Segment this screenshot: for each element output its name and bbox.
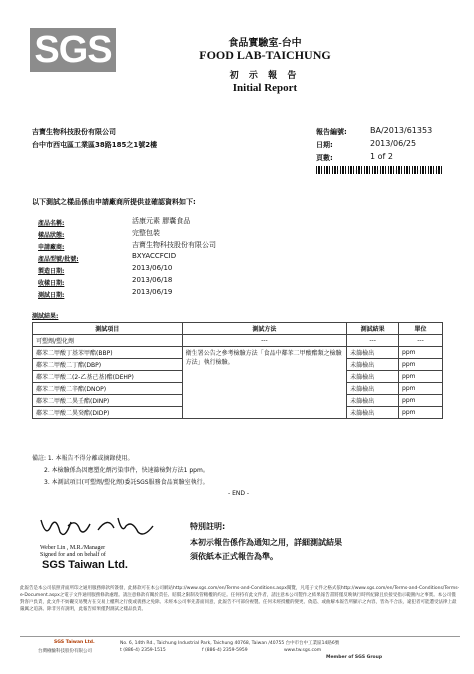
report-date-value: 2013/06/25 bbox=[370, 139, 417, 148]
cell-result: 未篩檢出 bbox=[347, 371, 399, 383]
cell-item: 鄰苯二甲酸二(2-乙基己基)酯(DEHP) bbox=[33, 371, 183, 383]
cell-unit: ppm bbox=[399, 347, 443, 359]
header-test-item: 測試項目 bbox=[33, 323, 183, 335]
cell-item: 鄰苯二甲酸丁基苯甲酯(BBP) bbox=[33, 347, 183, 359]
table-header-row bbox=[33, 323, 443, 335]
cell-item: 可塑劑/塑化劑 bbox=[33, 335, 183, 347]
header-test-result: 測試結果 bbox=[347, 323, 399, 335]
footer-divider bbox=[20, 636, 460, 637]
sample-value: 2013/06/18 bbox=[132, 276, 173, 284]
sample-label: 收樣日期: bbox=[38, 280, 65, 287]
note-3: 3. 本測試項目(可塑劑/塑化劑)委託SGS服務食品實驗室執行。 bbox=[44, 479, 209, 486]
header-test-method: 測試方法 bbox=[182, 323, 347, 335]
lab-chinese-title: 食品實驗室-台中 bbox=[228, 38, 302, 49]
signature-image bbox=[38, 512, 158, 542]
special-note-line2: 須依紙本正式報告為準。 bbox=[190, 552, 278, 561]
cell-unit: ppm bbox=[399, 407, 443, 419]
page-count-value: 1 of 2 bbox=[370, 152, 393, 161]
results-title: 測試結果: bbox=[32, 313, 59, 320]
cell-unit: --- bbox=[399, 335, 443, 347]
lab-english-title: FOOD LAB-TAICHUNG bbox=[199, 48, 331, 62]
cell-unit: ppm bbox=[399, 371, 443, 383]
cell-unit: ppm bbox=[399, 395, 443, 407]
footer-fax: f (886-4) 2359-5959 bbox=[202, 648, 248, 653]
sample-value: 2013/06/19 bbox=[132, 288, 173, 296]
sample-value: 完整包裝 bbox=[132, 229, 160, 237]
report-date-label: 日期: bbox=[316, 141, 333, 149]
sample-value: BXYACCFCID bbox=[132, 252, 177, 260]
client-name: 吉寶生物科技股份有限公司 bbox=[32, 128, 116, 136]
results-table bbox=[32, 322, 443, 419]
cell-item: 鄰苯二甲酸二辛酯(DNOP) bbox=[33, 383, 183, 395]
end-marker: - END - bbox=[228, 490, 250, 497]
cell-result: --- bbox=[347, 335, 399, 347]
note-1: 備註: 1. 本報告不得分離或摘錄使用。 bbox=[32, 455, 134, 462]
sample-value: 2013/06/10 bbox=[132, 264, 173, 272]
client-address: 台中市西屯區工業區38路185之1號2樓 bbox=[32, 141, 158, 149]
cell-result: 未篩檢出 bbox=[347, 407, 399, 419]
cell-result: 未篩檢出 bbox=[347, 395, 399, 407]
sgs-logo: SGS bbox=[30, 28, 116, 72]
footer-address: No. 6, 14th Rd., Taichung Industrial Park, Taichung 40768, Taiwan /40755 台中市台中工業區14路6號 bbox=[120, 641, 340, 646]
report-english-title: Initial Report bbox=[232, 82, 298, 94]
signed-for-text: Signed for and on behalf of bbox=[40, 552, 106, 558]
special-note-line1: 本初示報告係作為通知之用，詳細測試結果 bbox=[190, 538, 342, 547]
signer-company: SGS Taiwan Ltd. bbox=[42, 559, 128, 571]
cell-item: 鄰苯二甲酸二丁酯(DBP) bbox=[33, 359, 183, 371]
footer-member: Member of SGS Group bbox=[326, 655, 383, 660]
page-footer bbox=[20, 636, 460, 660]
sample-value: 吉寶生物科技股份有限公司 bbox=[132, 241, 216, 249]
table-row bbox=[33, 335, 443, 347]
cell-method: 衛生署公告之參考檢驗方法「食品中鄰苯二甲酸酯類之檢驗方法」執行檢驗。 bbox=[182, 347, 347, 419]
header-unit: 單位 bbox=[399, 323, 443, 335]
cell-unit: ppm bbox=[399, 359, 443, 371]
cell-item: 鄰苯二甲酸二異壬酯(DINP) bbox=[33, 395, 183, 407]
sample-label: 測試日期: bbox=[38, 292, 65, 299]
cell-result: 未篩檢出 bbox=[347, 383, 399, 395]
intro-text: 以下測試之樣品係由申請廠商所提供並確認資料如下: bbox=[32, 198, 196, 206]
report-chinese-title: 初 示 報 告 bbox=[229, 70, 301, 80]
note-2: 2. 本檢驗係為因應塑化劑污染事件，快速篩檢對方法1 ppm。 bbox=[44, 467, 209, 474]
footer-website: www.tw.sgs.com bbox=[284, 648, 322, 653]
report-number-label: 報告編號: bbox=[316, 128, 347, 136]
footer-phone: t (886-4) 2359-1515 bbox=[120, 648, 166, 653]
report-number-value: BA/2013/61353 bbox=[370, 126, 433, 135]
footer-company-zh: 台灣檢驗科技股份有限公司 bbox=[38, 649, 92, 654]
disclaimer-text: 此報告是本公司依照背面所印之通用服務條款所簽發，此條款可在本公司網站http://www.sgs.com/en/Terms-and-Conditions.aspx閱覽，凡電子文件之格式依http://www.sgs.com/en/Terms-and-Conditions/Terms-e-Document.aspx之電子文件通用服務條款處理。請注意條款有關於責任、賠償之限制及管轄權的約定。任何持有此文件者，請注意本公司製作之結果報告書將僅反映執行時所紀錄且於接受指示範圍內之事實。本公司僅對客戶負責，此文件不妨礙交易雙方在交易上權利之行使或義務之免除。未經本公司事先書面同意，此報告不可部份複製。任何未經授權的變更、偽造、或曲解本報告所顯示之內容，皆為不合法，違犯者可能遭受法律上最嚴厲之追訴。除非另有說明，此報告結果僅對測試之樣品負責。 bbox=[20, 586, 460, 612]
cell-result: 未篩檢出 bbox=[347, 347, 399, 359]
page-count-label: 頁數: bbox=[316, 154, 333, 162]
cell-item: 鄰苯二甲酸二異癸酯(DIDP) bbox=[33, 407, 183, 419]
sample-label: 製造日期: bbox=[38, 268, 65, 275]
barcode bbox=[316, 166, 444, 174]
sample-value: 活康元素 膠囊食品 bbox=[132, 217, 191, 225]
cell-result: 未篩檢出 bbox=[347, 359, 399, 371]
footer-company-en: SGS Taiwan Ltd. bbox=[54, 640, 95, 645]
cell-unit: ppm bbox=[399, 383, 443, 395]
signer-name: Weber Lin , M.R./Manager bbox=[40, 545, 106, 551]
sample-label: 樣品狀態: bbox=[38, 232, 65, 239]
sample-label: 產品名稱: bbox=[38, 220, 65, 227]
sample-label: 申請廠商: bbox=[38, 244, 65, 251]
sample-label: 產品型號/批號: bbox=[38, 256, 79, 263]
cell-method: --- bbox=[182, 335, 347, 347]
table-row bbox=[33, 347, 443, 359]
special-note-title: 特別註明: bbox=[190, 522, 226, 531]
